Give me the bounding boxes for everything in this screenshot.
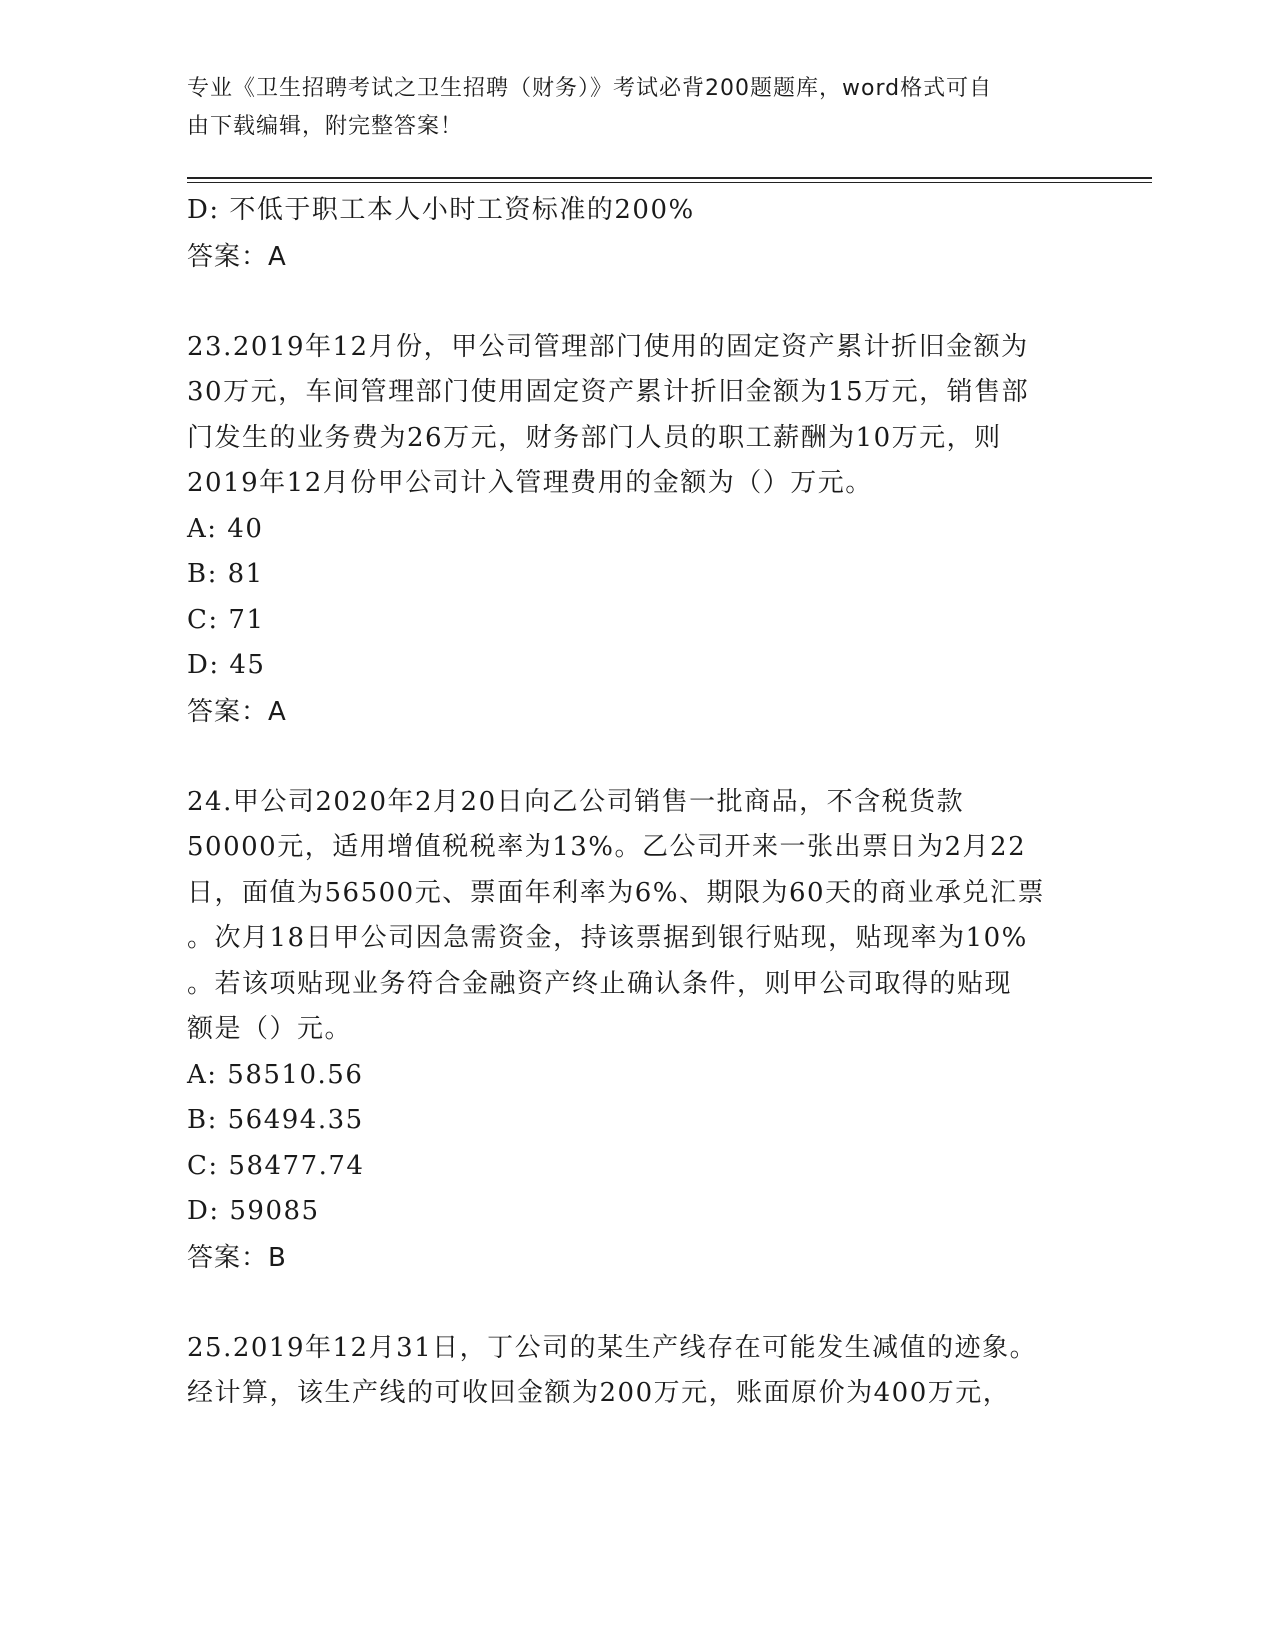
question-stem-line: 经计算，该生产线的可收回金额为200万元，账面原价为400万元， <box>187 1378 1011 1408</box>
question-25 <box>187 1326 1087 1417</box>
document-body <box>187 188 1087 1417</box>
question-stem-line: 24.甲公司2020年2月20日向乙公司销售一批商品，不含税货款 <box>187 786 965 817</box>
header-line-1: 专业《卫生招聘考试之卫生招聘（财务）》考试必背200题题库，word格式可自 <box>187 76 993 101</box>
question-22-tail <box>187 188 1087 280</box>
option-b: B: 56494.35 <box>187 1105 364 1135</box>
question-stem-line: 50000元，适用增值税税率为13%。乙公司开来一张出票日为2月22 <box>187 832 1027 862</box>
header-line-2: 由下载编辑，附完整答案！ <box>187 114 464 139</box>
header-rule-thick <box>187 177 1152 179</box>
answer: 答案：B <box>187 1242 287 1273</box>
option-c: C: 71 <box>187 604 265 635</box>
option-d: D: 45 <box>187 650 266 680</box>
option-a: A: 40 <box>187 513 264 544</box>
option-d: D: 不低于职工本人小时工资标准的200% <box>187 195 695 225</box>
option-c: C: 58477.74 <box>187 1150 365 1181</box>
question-stem-line: 门发生的业务费为26万元，财务部门人员的职工薪酬为10万元，则 <box>187 422 1002 453</box>
option-a: A: 58510.56 <box>187 1059 364 1090</box>
question-stem-line: 。若该项贴现业务符合金融资产终止确认条件，则甲公司取得的贴现 <box>187 968 1013 999</box>
question-stem-line: 23.2019年12月份，甲公司管理部门使用的固定资产累计折旧金额为 <box>187 331 1029 362</box>
question-23 <box>187 325 1087 735</box>
answer: 答案：A <box>187 696 287 727</box>
question-stem-line: 2019年12月份甲公司计入管理费用的金额为（）万元。 <box>187 468 873 498</box>
question-stem-line: 。次月18日甲公司因急需资金，持该票据到银行贴现，贴现率为10% <box>187 923 1028 953</box>
question-stem-line: 30万元，车间管理部门使用固定资产累计折旧金额为15万元，销售部 <box>187 377 1030 407</box>
option-d: D: 59085 <box>187 1196 320 1226</box>
question-stem-line: 日，面值为56500元、票面年利率为6%、期限为60天的商业承兑汇票 <box>187 877 1046 908</box>
header-rule-thin <box>187 182 1152 183</box>
answer: 答案：A <box>187 241 287 272</box>
option-b: B: 81 <box>187 559 264 589</box>
question-24 <box>187 780 1087 1281</box>
question-stem-line: 额是（）元。 <box>187 1014 353 1044</box>
document-header <box>187 70 1067 146</box>
question-stem-line: 25.2019年12月31日，丁公司的某生产线存在可能发生减值的迹象。 <box>187 1332 1038 1363</box>
